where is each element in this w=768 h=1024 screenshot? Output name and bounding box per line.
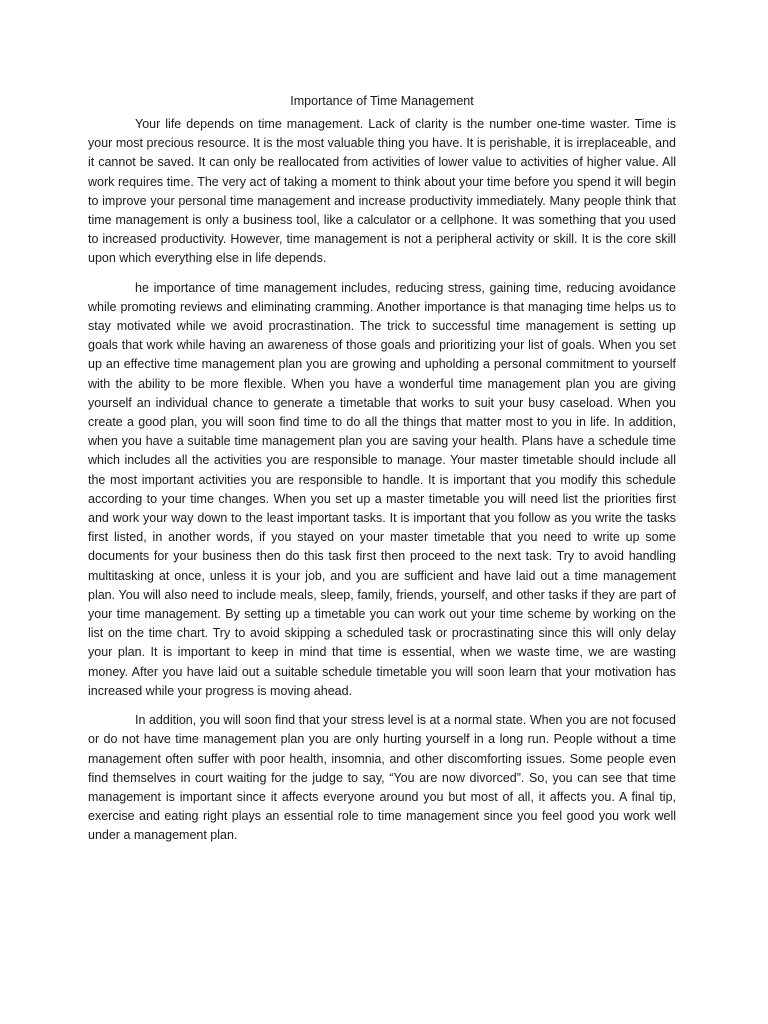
document-body bbox=[88, 92, 676, 856]
paragraph-1: Your life depends on time management. Lack of clarity is the number one-time waster. Time is your most precious resource. It is the most valuable thing you have. It is perishable, it is irreplaceable, and it cannot be saved. It can only be reallocated from activities of lower value to activities of higher value. All work requires time. The very act of taking a moment to think about your time before you spend it will begin to improve your personal time management and increase productivity immediately. Many people think that time management is only a business tool, like a calculator or a cellphone. It was something that you used to increased productivity. However, time management is not a peripheral activity or skill. It is the core skill upon which everything else in life depends. bbox=[88, 117, 676, 266]
document-title: Importance of Time Management bbox=[290, 94, 474, 108]
paragraph-3: In addition, you will soon find that your stress level is at a normal state. When you are not focused or do not have time management plan you are only hurting yourself in a long run. People without a time management often suffer with poor health, insomnia, and other discomforting issues. Some people even find themselves in court waiting for the judge to say, “You are now divorced”. So, you can see that time management is important since it affects everyone around you but most of all, it affects you. A final tip, exercise and eating right plays an essential role to time management since you feel good you work well under a management plan. bbox=[88, 713, 676, 843]
paragraph-2: he importance of time management includes, reducing stress, gaining time, reducing avoidance while promoting reviews and eliminating cramming. Another importance is that managing time helps us to stay motivated while we avoid procrastination. The trick to successful time management is setting up goals that work while having an awareness of those goals and prioritizing your list of goals. When you set up an effective time management plan you are growing and upholding a personal commitment to yourself with the ability to be more flexible. When you have a wonderful time management plan you are giving yourself an individual chance to generate a timetable that works to suit your busy caseload. When you create a good plan, you will soon find time to do all the things that matter most to you in life. In addition, when you have a suitable time management plan you are saving your health. Plans have a schedule time which includes all the activities you are responsible to manage. Your master timetable should include all the most important activities you are responsible to handle. It is important that you modify this schedule according to your time changes. When you set up a master timetable you will need list the priorities first and work your way down to the least important tasks. It is important that you follow as you write the tasks first listed, in another words, if you stayed on your master timetable that you need to write up some documents for your business then do this task first then proceed to the next task. Try to avoid handling multitasking at once, unless it is your job, and you are sufficient and have laid out a time management plan. You will also need to include meals, sleep, family, friends, yourself, and other tasks if they are part of your time management. By setting up a timetable you can work out your time scheme by working on the list on the time chart. Try to avoid skipping a scheduled task or procrastinating since this will only delay your plan. It is important to keep in mind that time is essential, when we waste time, we are wasting money. After you have laid out a suitable schedule timetable you will soon learn that your motivation has increased while your progress is moving ahead. bbox=[88, 280, 676, 698]
